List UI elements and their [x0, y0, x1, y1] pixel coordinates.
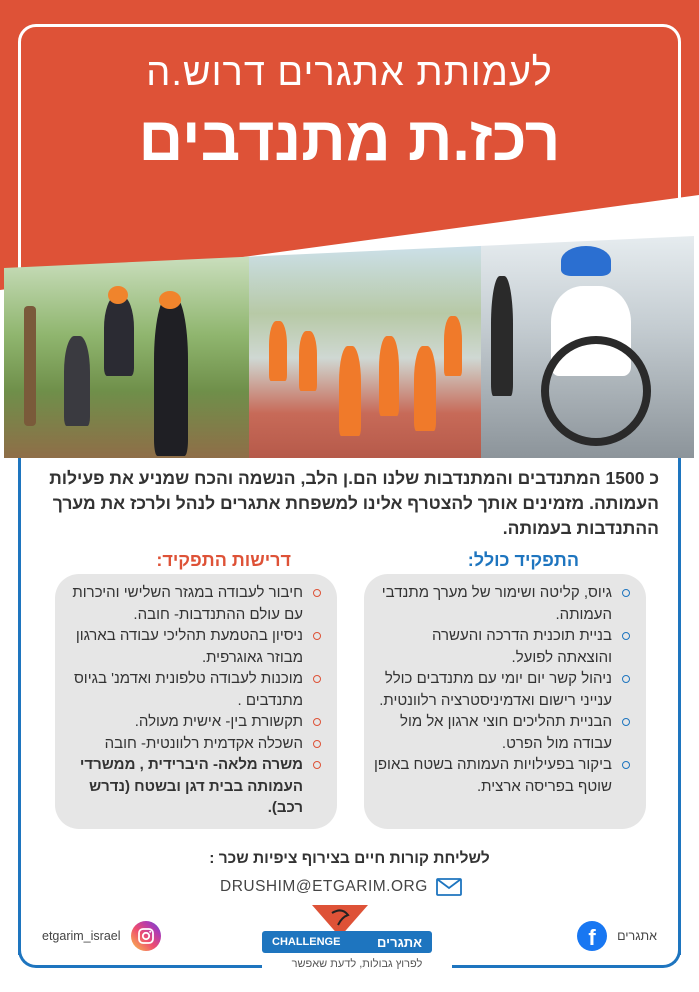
requirement-item-text: חיבור לעבודה במגזר השלישי והיכרות עם עולם ההתנדבות- חובה. — [72, 584, 303, 623]
facebook-link[interactable] — [577, 921, 657, 951]
requirement-item — [65, 668, 321, 711]
photo-runner — [444, 316, 462, 376]
role-item-text: ביקור בפעילויות העמותה בשטח באופן שוטף בפריסה ארצית. — [374, 756, 612, 795]
requirement-item-text: ניסיון בהטמעת תהליכי עבודה בארגון מבוזר גאוגרפית. — [75, 627, 303, 666]
email-link[interactable]: DRUSHIM@ETGARIM.ORG — [220, 878, 428, 895]
facebook-name[interactable]: אתגרים — [617, 929, 657, 943]
photo-person — [104, 296, 134, 376]
bullet-icon — [313, 675, 321, 683]
role-item — [374, 582, 630, 625]
role-item — [374, 668, 630, 711]
requirements-card — [55, 574, 337, 829]
photo-runner — [299, 331, 317, 391]
requirement-item — [65, 733, 321, 755]
logo-tagline: לפרוץ גבולות, לדעת שאפשר — [262, 958, 452, 970]
requirement-item-text: תקשורת בין- אישית מעולה. — [134, 713, 303, 730]
apply-instructions: לשליחת קורות חיים בצירוף ציפיות שכר : — [209, 850, 490, 867]
role-item-text: גיוס, קליטה ושימור של מערך מתנדבי העמותה. — [381, 584, 612, 623]
role-card — [364, 574, 646, 829]
role-item — [374, 711, 630, 754]
instagram-link[interactable] — [42, 921, 161, 951]
photo-strip — [4, 236, 694, 458]
requirement-item — [65, 582, 321, 625]
photo-runner — [269, 321, 287, 381]
photo-person — [154, 296, 188, 456]
role-item — [374, 625, 630, 668]
photo-runner — [379, 336, 399, 416]
bullet-icon — [313, 632, 321, 640]
role-item — [374, 754, 630, 797]
logo — [262, 931, 432, 953]
requirement-item — [65, 754, 321, 819]
photo-handbike — [481, 236, 694, 458]
bullet-icon — [313, 761, 321, 769]
photo-climbing — [4, 236, 249, 458]
instagram-handle[interactable]: etgarim_israel — [42, 929, 121, 943]
photo-person — [64, 336, 90, 426]
role-title: התפקיד כולל: — [467, 550, 579, 570]
photo-runners — [249, 236, 481, 458]
bullet-icon — [622, 718, 630, 726]
bullet-icon — [622, 632, 630, 640]
requirement-item-text: השכלה אקדמית רלוונטית- חובה — [104, 734, 303, 752]
requirements-title: דרישות התפקיד: — [156, 550, 291, 570]
bullet-icon — [313, 740, 321, 748]
bullet-icon — [622, 761, 630, 769]
photo-wheel — [541, 336, 651, 446]
photo-runner — [339, 346, 361, 436]
header-title: רכז.ת מתנדבים — [138, 105, 561, 174]
role-item-text: הבניית תהליכים חוצי ארגון אל מול עבודה מול הפרט. — [400, 713, 612, 752]
bullet-icon — [622, 589, 630, 597]
photo-helmet — [159, 291, 181, 309]
role-item-text: ניהול קשר יום יומי עם מתנדבים כולל ענייני רישום ואדמיניסטרציה רלוונטית. — [379, 670, 612, 709]
photo-helmet — [561, 246, 611, 276]
photo-person — [491, 276, 513, 396]
bullet-icon — [313, 589, 321, 597]
requirement-item — [65, 711, 321, 733]
logo-hebrew: אתגרים — [377, 934, 422, 950]
facebook-icon[interactable]: f — [577, 921, 607, 951]
photo-runner — [414, 346, 436, 431]
requirement-item — [65, 625, 321, 668]
role-item-text: בניית תוכנית הדרכה והעשרה והוצאתה לפועל. — [431, 627, 612, 666]
bullet-icon — [622, 675, 630, 683]
requirement-item-text: מוכנות לעבודה טלפונית ואדמנ' בגיוס מתנדבים . — [73, 670, 303, 709]
header-subtitle: לעמותת אתגרים דרוש.ה — [146, 52, 553, 94]
bullet-icon — [313, 718, 321, 726]
email-row[interactable] — [220, 876, 462, 898]
instagram-icon[interactable] — [131, 921, 161, 951]
intro-paragraph: כ 1500 המתנדבים והמתנדבות שלנו הם.ן הלב, הנשמה והכח שמניע את פעילות העמותה. מזמינים אותך להצטרף אלינו למשפחת אתגרים לנהל ולרכז את מערך ההתנדבות בעמותה. — [49, 468, 659, 538]
logo-english: CHALLENGE — [272, 936, 341, 948]
mail-icon[interactable] — [436, 878, 462, 896]
requirement-item-text: משרה מלאה- היברידית , ממשרדי העמותה בבית דגן ובשטח (נדרש רכב). — [79, 756, 303, 816]
photo-tree-trunk — [24, 306, 36, 426]
photo-helmet — [108, 286, 128, 304]
